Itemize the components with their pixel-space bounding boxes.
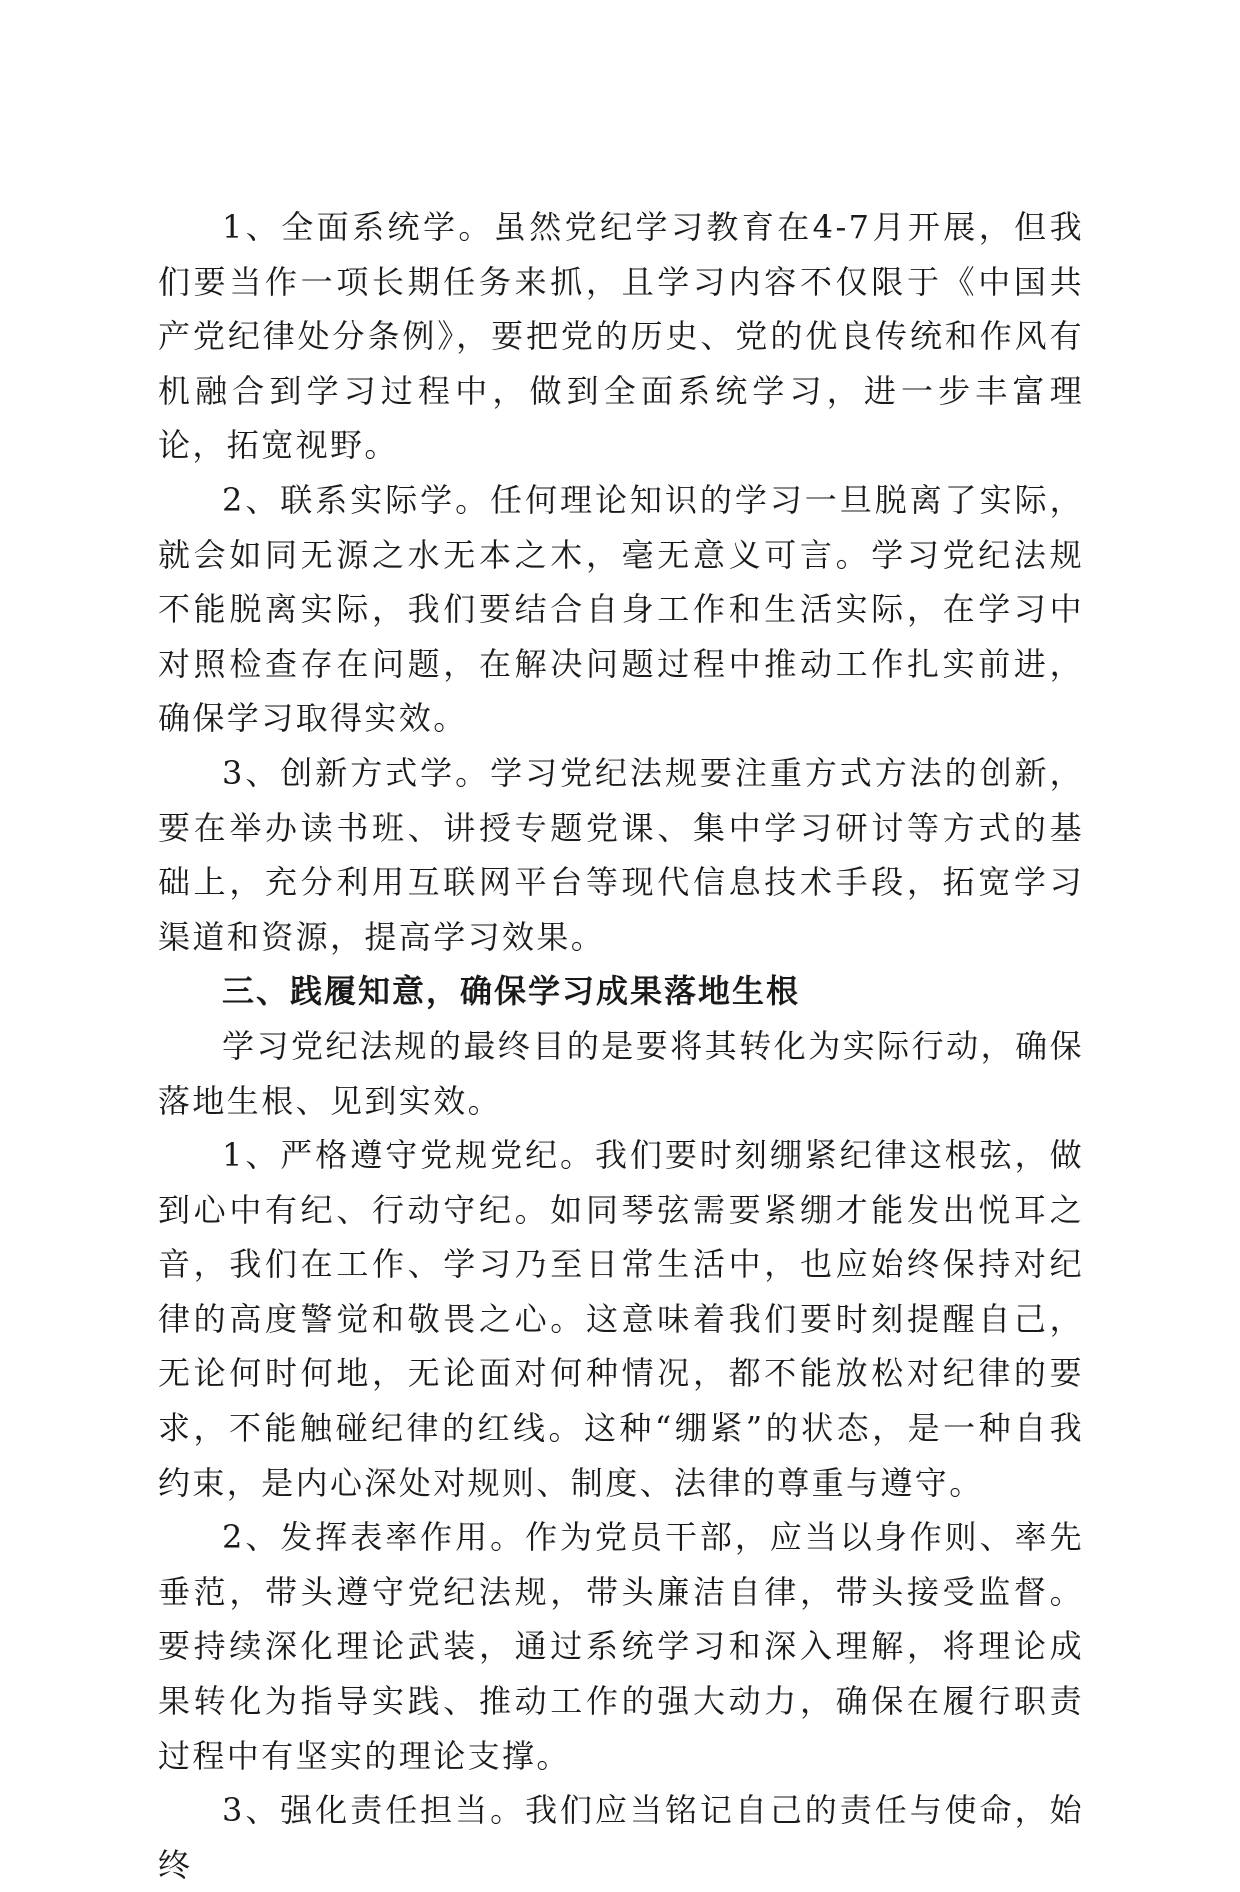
paragraph-innovative-study: 3、创新方式学。学习党纪法规要注重方式方法的创新，要在举办读书班、讲授专题党课、集中学习研讨等方式的基础上，充分利用互联网平台等现代信息技术手段，拓宽学习渠道和资源，提高学习效果。 <box>158 753 1084 956</box>
paragraph-observe-discipline: 1、严格遵守党规党纪。我们要时刻绷紧纪律这根弦，做到心中有纪、行动守纪。如同琴弦需要紧绷才能发出悦耳之音，我们在工作、学习乃至日常生活中，也应始终保持对纪律的高度警觉和敬畏之心。这意味着我们要时刻提醒自己，无论何时何地，无论面对何种情况，都不能放松对纪律的要求，不能触碰纪律的红线。这种“绷紧”的状态，是一种自我约束，是内心深处对规则、制度、法律的尊重与遵守。 <box>158 1136 1084 1502</box>
paragraph-section-intro: 学习党纪法规的最终目的是要将其转化为实际行动，确保落地生根、见到实效。 <box>158 1026 1084 1120</box>
section-heading-3: 三、践履知意，确保学习成果落地生根 <box>222 972 801 1011</box>
paragraph-responsibility: 3、强化责任担当。我们应当铭记自己的责任与使命，始终 <box>158 1791 1084 1884</box>
document-page <box>158 200 1084 1892</box>
paragraph-lead-by-example: 2、发挥表率作用。作为党员干部，应当以身作则、率先垂范，带头遵守党纪法规，带头廉洁自律，带头接受监督。要持续深化理论武装，通过系统学习和深入理解，将理论成果转化为指导实践、推动工作的强大动力，确保在履行职责过程中有坚实的理论支撑。 <box>158 1518 1084 1775</box>
paragraph-comprehensive-study: 1、全面系统学。虽然党纪学习教育在4-7月开展，但我们要当作一项长期任务来抓，且学习内容不仅限于《中国共产党纪律处分条例》，要把党的历史、党的优良传统和作风有机融合到学习过程中，做到全面系统学习，进一步丰富理论，拓宽视野。 <box>158 208 1084 465</box>
paragraph-practical-study: 2、联系实际学。任何理论知识的学习一旦脱离了实际，就会如同无源之水无本之木，毫无意义可言。学习党纪法规不能脱离实际，我们要结合自身工作和生活实际，在学习中对照检查存在问题，在解决问题过程中推动工作扎实前进，确保学习取得实效。 <box>158 480 1084 738</box>
